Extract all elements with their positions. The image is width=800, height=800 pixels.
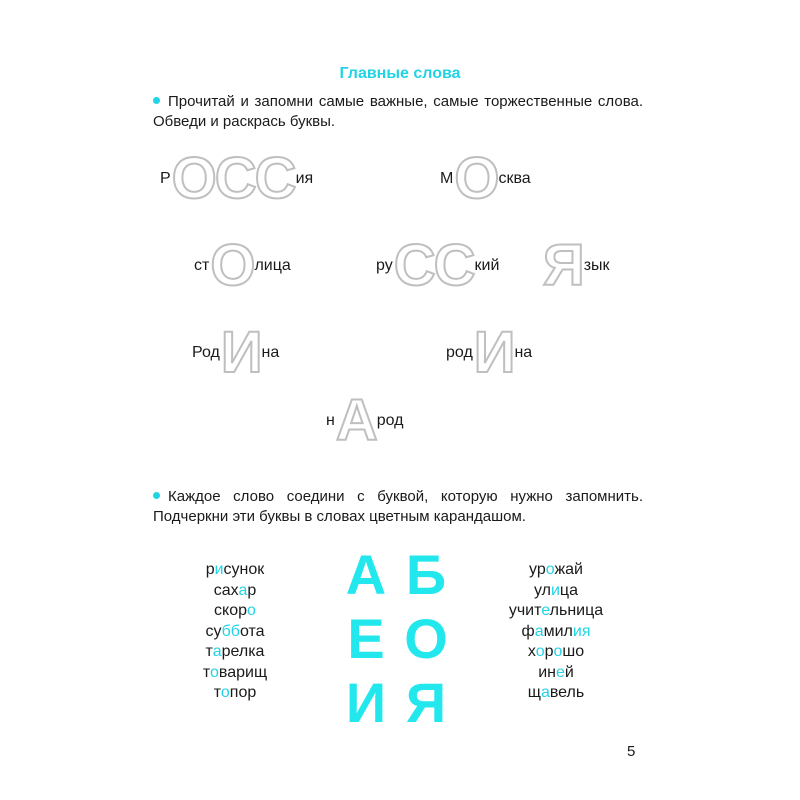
list-item[interactable]: рисунок xyxy=(205,561,265,578)
list-item[interactable]: суббота xyxy=(205,622,265,640)
word-prefix: Р xyxy=(160,170,171,187)
list-item[interactable]: сахар xyxy=(213,581,257,599)
instruction-2 xyxy=(153,487,643,527)
word-rodina-capital xyxy=(192,320,280,385)
letter-b[interactable]: Б xyxy=(405,543,447,606)
word-suffix: на xyxy=(261,344,280,361)
word-rodina xyxy=(446,320,533,385)
list-item[interactable]: учительница xyxy=(508,602,604,619)
list-item[interactable]: фамилия xyxy=(521,622,591,640)
list-item[interactable]: скоро xyxy=(214,602,256,619)
word-rossiya xyxy=(160,146,314,211)
word-prefix: Род xyxy=(192,344,220,361)
word-prefix: ст xyxy=(194,257,210,274)
list-item[interactable]: хорошо xyxy=(527,643,585,660)
outlined-letters[interactable]: А xyxy=(335,388,376,453)
page-number: 5 xyxy=(627,743,636,760)
outlined-letters[interactable]: И xyxy=(473,320,514,385)
word-prefix: род xyxy=(446,344,473,361)
outlined-letters[interactable]: СС xyxy=(393,233,474,298)
word-suffix: род xyxy=(376,412,404,429)
word-suffix: ия xyxy=(295,170,314,187)
list-item[interactable]: товарищ xyxy=(202,663,268,681)
page-title: Главные слова xyxy=(339,65,461,82)
letter-o[interactable]: О xyxy=(404,607,448,670)
letter-a[interactable]: А xyxy=(345,543,387,606)
list-item[interactable]: урожай xyxy=(529,561,583,578)
word-russkiy xyxy=(376,233,500,298)
outlined-letters[interactable]: О xyxy=(454,146,498,211)
outlined-letters[interactable]: Я xyxy=(543,233,583,298)
word-suffix: кий xyxy=(474,257,500,274)
list-item[interactable]: топор xyxy=(213,684,257,701)
list-item[interactable]: щавель xyxy=(527,684,585,701)
outlined-letters[interactable]: ОСС xyxy=(171,146,295,211)
instruction-2-text: Каждое слово соедини с буквой, которую нужно запомнить. Подчеркни эти буквы в словах цветным карандашом. xyxy=(153,488,643,525)
word-suffix: лица xyxy=(254,257,291,274)
word-prefix: ру xyxy=(376,257,393,274)
word-prefix: н xyxy=(326,412,335,429)
instruction-1 xyxy=(153,92,643,132)
list-item[interactable]: иней xyxy=(538,663,574,681)
letter-e[interactable]: Е xyxy=(347,607,385,670)
outlined-letters[interactable]: О xyxy=(210,233,254,298)
word-suffix: на xyxy=(514,344,533,361)
right-word-list xyxy=(500,560,612,704)
instruction-1-text: Прочитай и запомни самые важные, самые торжественные слова. Обведи и раскрась буквы. xyxy=(153,93,643,130)
word-yazyk xyxy=(542,233,610,298)
left-word-list xyxy=(190,560,280,704)
bullet-icon xyxy=(153,492,160,499)
word-narod xyxy=(326,388,404,453)
outlined-letters[interactable]: И xyxy=(220,320,261,385)
letter-ya[interactable]: Я xyxy=(405,671,447,734)
list-item[interactable]: улица xyxy=(534,581,578,599)
letter-i[interactable]: И xyxy=(345,671,387,734)
word-prefix: М xyxy=(440,170,454,187)
word-suffix: зык xyxy=(583,257,610,274)
bullet-icon xyxy=(153,97,160,104)
word-stolitsa xyxy=(194,233,291,298)
list-item[interactable]: тарелка xyxy=(205,643,265,660)
word-moskva xyxy=(440,146,531,211)
word-suffix: сква xyxy=(498,170,531,187)
